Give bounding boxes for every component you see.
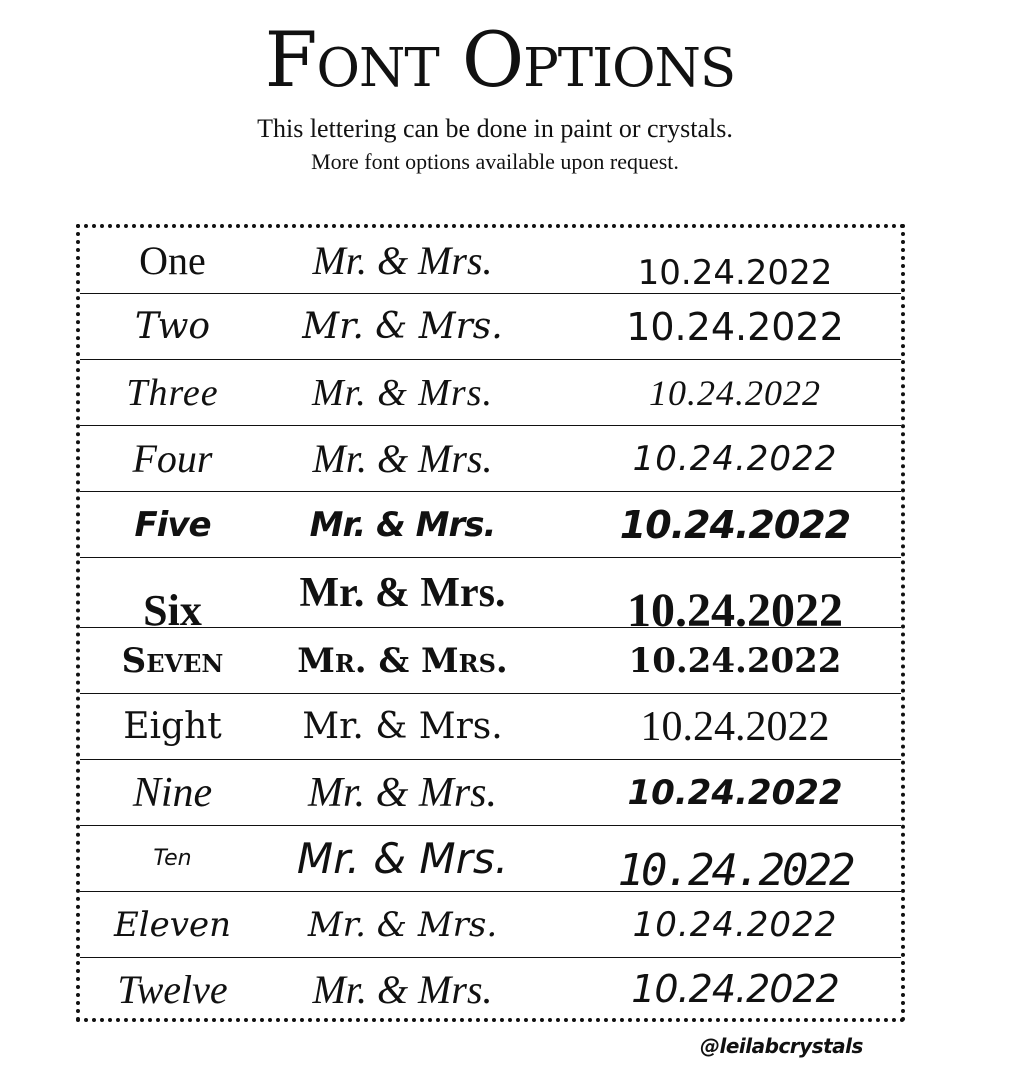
font-sample-date: 10.24.2022 [631,967,839,1011]
font-sample-date: 10.24.2022 [649,372,821,413]
font-sample-title: Mr. & Mrs. [296,834,509,883]
font-row-five [80,492,901,558]
subtitle-more-options: More font options available upon request. [311,149,679,174]
page-title: Font Options [264,15,736,104]
font-sample-title: Mr. & Mrs. [312,436,493,481]
font-options-table [76,224,905,1022]
font-sample-date: 10.24.2022 [626,304,844,349]
font-name: Five [134,504,211,545]
font-row-three [80,360,901,426]
font-row-ten [80,826,901,896]
font-row-six [80,558,901,637]
font-name: Twelve [117,966,228,1012]
font-sample-title: Mr. & Mrs. [312,966,493,1012]
font-sample-title: Mr. & Mrs. [302,706,503,747]
font-sample-title: Mr. & Mrs. [311,371,494,414]
font-row-two [80,294,901,360]
font-name: Seven [121,640,224,681]
font-row-one [80,228,901,294]
font-row-four [80,426,901,492]
font-row-twelve [80,958,901,1020]
font-sample-date: 10.24.2022 [640,703,830,750]
font-sample-date: 10.24.2022 [627,772,843,813]
font-sample-date: 10.24.2022 [619,502,851,547]
font-sample-title: Mr. & Mrs. [299,569,506,616]
font-name: Three [126,371,219,414]
font-sample-title: Mr. & Mrs. [297,640,508,681]
font-sample-date: 10.24.2022 [617,845,853,896]
font-row-eight [80,694,901,760]
font-name: Eight [123,706,222,747]
font-sample-title: Mr. & Mrs. [307,769,498,816]
font-name: Four [132,436,213,481]
font-sample-title: Mr. & Mrs. [312,238,493,283]
font-sample-date: 10.24.2022 [628,640,842,681]
font-sample-title: Mr. & Mrs. [307,904,498,945]
font-name: Eleven [113,904,232,945]
font-sample-date: 10.24.2022 [627,584,843,637]
social-handle: @leilabcrystals [700,1034,863,1058]
font-sample-date: 10.24.2022 [632,438,838,479]
font-sample-date: 10.24.2022 [637,252,833,293]
font-sample-date: 10.24.2022 [632,904,838,945]
font-sample-title: Mr. & Mrs. [309,504,496,545]
font-row-nine [80,760,901,826]
font-name: Ten [153,846,192,871]
subtitle-paint-crystals: This lettering can be done in paint or crystals. [257,114,733,143]
font-name: Nine [132,769,213,816]
font-row-seven [80,628,901,694]
font-sample-title: Mr. & Mrs. [302,306,503,347]
font-row-eleven [80,892,901,958]
font-name: One [139,238,206,283]
font-name: Six [143,586,202,635]
font-name: Two [134,306,211,347]
